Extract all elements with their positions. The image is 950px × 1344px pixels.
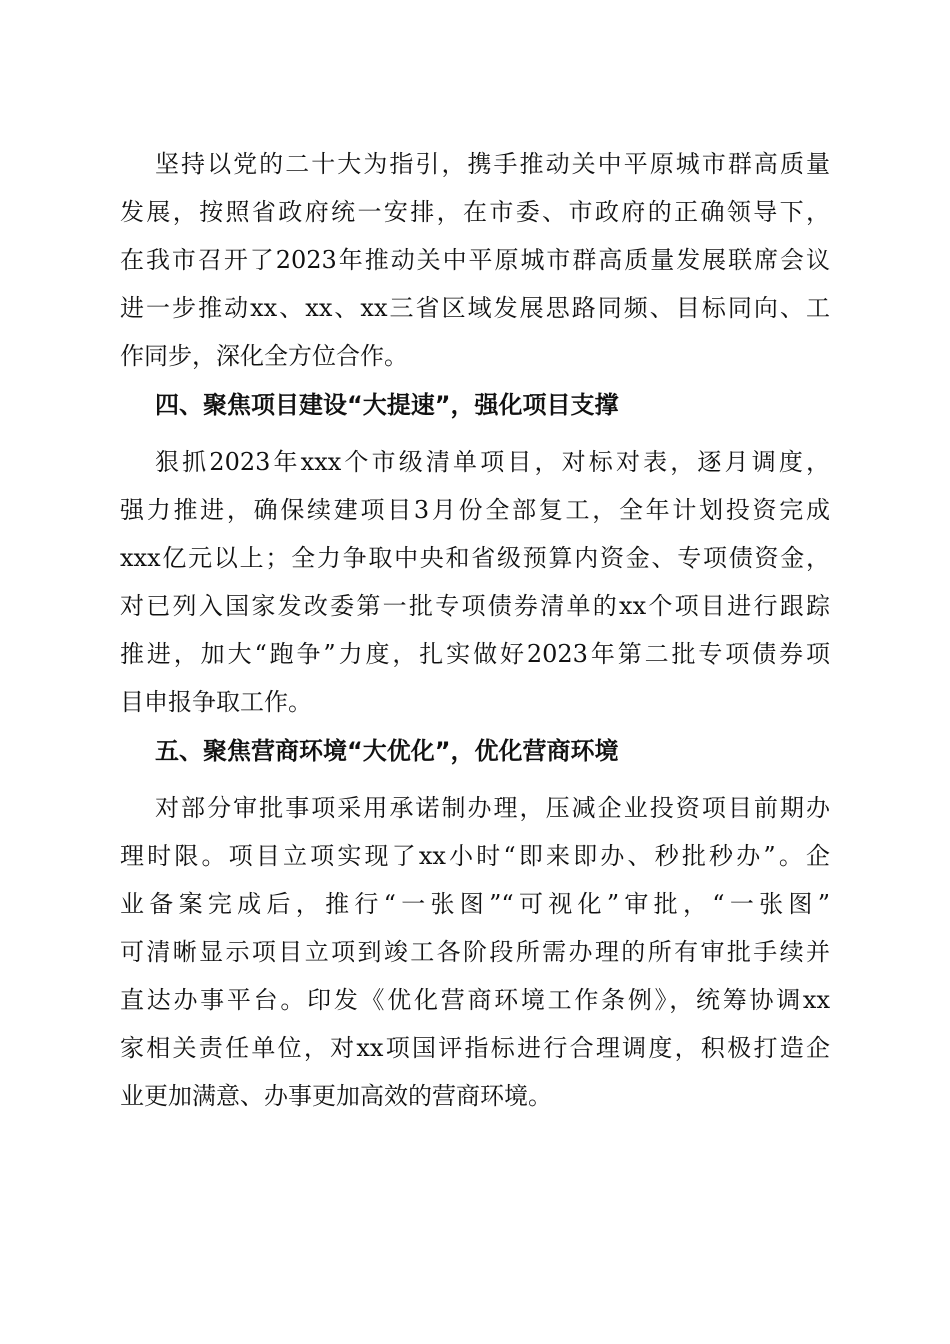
text-line: 可清晰显示项目立项到竣工各阶段所需办理的所有审批手续并 [120,938,830,966]
text-line: 直达办事平台。印发《优化营商环境工作条例》，统筹协调xx [120,986,830,1014]
paragraph-business-environment [120,784,830,1120]
text-line: 发展，按照省政府统一安排，在市委、市政府的正确领导下， [120,198,830,226]
text-line: 在我市召开了2023年推动关中平原城市群高质量发展联席会议 [120,246,830,274]
text-line: 对部分审批事项采用承诺制办理，压减企业投资项目前期办 [155,794,830,822]
section-heading-projects: 四、聚焦项目建设“大提速”，强化项目支撑 [155,391,619,419]
text-line: 对已列入国家发改委第一批专项债券清单的xx个项目进行跟踪 [120,592,830,620]
text-line: 坚持以党的二十大为指引，携手推动关中平原城市群高质量 [155,150,830,178]
text-line: 狠抓2023年xxx个市级清单项目，对标对表，逐月调度， [155,448,830,476]
paragraph-projects [120,438,830,726]
text-line: 目申报争取工作。 [120,688,312,716]
text-line: 家相关责任单位，对xx项国评指标进行合理调度，积极打造企 [120,1034,830,1062]
text-line: 理时限。项目立项实现了xx小时“即来即办、秒批秒办”。企 [120,842,830,870]
text-line: 业更加满意、办事更加高效的营商环境。 [120,1082,552,1110]
section-heading-business-environment: 五、聚焦营商环境“大优化”，优化营商环境 [155,737,619,765]
document-page [120,140,830,1120]
text-line: xxx亿元以上；全力争取中央和省级预算内资金、专项债资金， [120,544,830,572]
text-line: 作同步，深化全方位合作。 [120,342,408,370]
text-line: 强力推进，确保续建项目3月份全部复工，全年计划投资完成 [120,496,830,524]
text-line: 进一步推动xx、xx、xx三省区域发展思路同频、目标同向、工 [120,294,830,322]
text-line: 业备案完成后，推行“一张图”“可视化”审批，“一张图” [120,890,830,918]
text-line: 推进，加大“跑争”力度，扎实做好2023年第二批专项债券项 [120,640,830,668]
paragraph-regional-cooperation [120,140,830,380]
